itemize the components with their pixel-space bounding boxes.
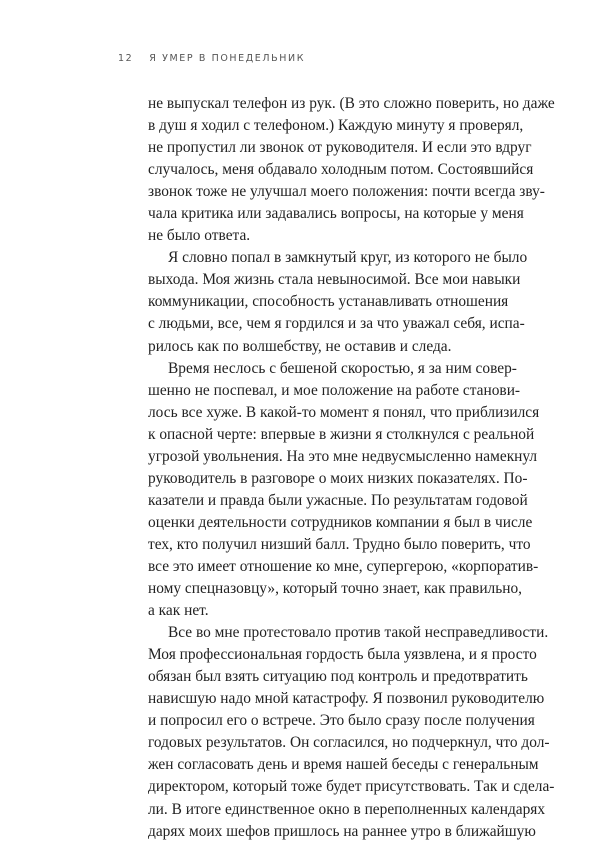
text-line: Я словно попал в замкнутый круг, из которого не было [168, 249, 528, 267]
text-line: ли. В итоге единственное окно в переполненных календарях [148, 800, 546, 818]
text-line: и попросил его о встрече. Это было сразу после получения [148, 712, 535, 730]
text-line: Время неслось с бешеной скоростью, я за ним совер- [168, 359, 517, 377]
page-number: 12 [118, 53, 134, 64]
running-head [118, 53, 305, 64]
text-line: рилось как по волшебству, не оставив и следа. [148, 337, 452, 355]
text-line: к опасной черте: впервые в жизни я столкнулся с реальной [148, 425, 535, 443]
text-line: коммуникации, способность устанавливать отношения [148, 293, 509, 311]
text-line: не пропустил ли звонок от руководителя. И если это вдруг [148, 139, 532, 157]
text-line: жен согласовать день и время нашей беседы с генеральным [148, 756, 539, 774]
text-line: не выпускал телефон из рук. (В это сложно поверить, но даже [148, 95, 555, 112]
text-line: дарях моих шефов пришлось на раннее утро в ближайшую [148, 822, 536, 840]
text-line: директором, который тоже будет присутствовать. Так и сдела- [148, 778, 555, 796]
body-text [148, 93, 555, 843]
text-line: годовых результатов. Он согласился, но подчеркнул, что дол- [148, 734, 550, 752]
text-line: обязан был взять ситуацию под контроль и предотвратить [148, 668, 528, 686]
text-line: казатели и правда были ужасные. По результатам годовой [148, 491, 528, 509]
text-line: а как нет. [148, 602, 209, 620]
text-line: Все во мне протестовало против такой несправедливости. [168, 624, 549, 642]
text-line: случалось, меня обдавало холодным потом. Состоявшийся [148, 161, 534, 179]
text-line: Моя профессиональная гордость была уязвлена, и я просто [148, 646, 537, 664]
text-line: нависшую надо мной катастрофу. Я позвонил руководителю [148, 690, 545, 708]
text-line: лось все хуже. В какой-то момент я понял, что приблизился [148, 403, 540, 421]
text-line: выхода. Моя жизнь стала невыносимой. Все мои навыки [148, 271, 521, 289]
text-line: звонок тоже не улучшал моего положения: почти всегда зву- [148, 183, 545, 201]
text-line: шенно не поспевал, и мое положение на работе станови- [148, 381, 521, 399]
text-line: с людьми, все, чем я гордился и за что уважал себя, испа- [148, 315, 525, 333]
text-line: оценки деятельности сотрудников компании я был в числе [148, 513, 533, 531]
text-line: ному спецназовцу», который точно знает, как правильно, [148, 580, 523, 598]
text-line: угрозой увольнения. На это мне недвусмысленно намекнул [148, 447, 538, 465]
text-line: руководитель в разговоре о моих низких показателях. По- [148, 469, 528, 487]
text-line: чала критика или задавались вопросы, на которые у меня [148, 205, 524, 223]
text-line: все это имеет отношение ко мне, супергерою, «корпоратив- [148, 557, 539, 575]
book-title: Я УМЕР В ПОНЕДЕЛЬНИК [149, 53, 306, 64]
text-line: тех, кто получил низший балл. Трудно было поверить, что [148, 535, 531, 553]
text-line: не было ответа. [148, 227, 251, 245]
text-line: в душ я ходил с телефоном.) Каждую минуту я проверял, [148, 117, 524, 135]
